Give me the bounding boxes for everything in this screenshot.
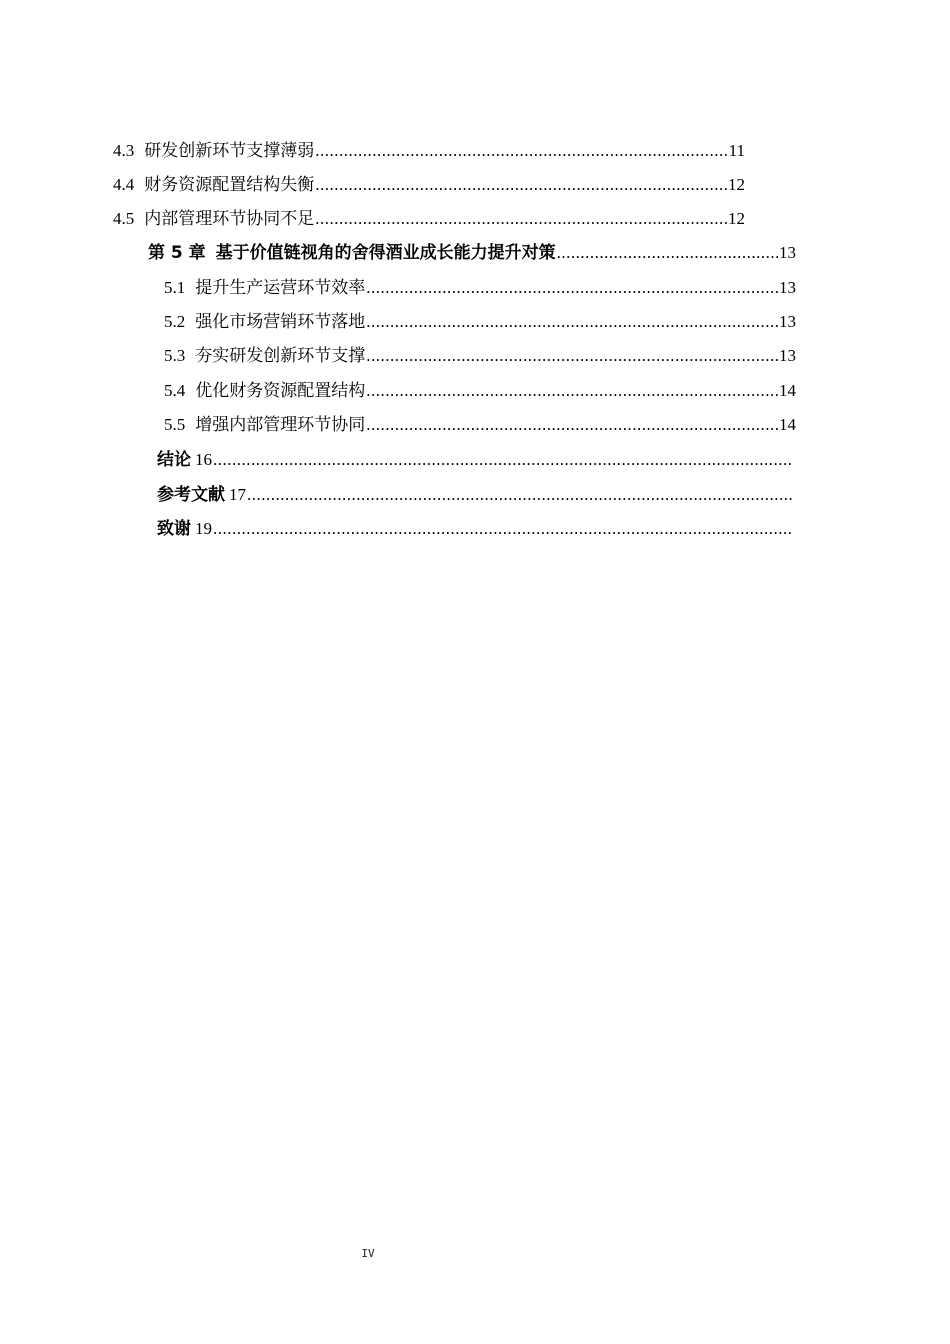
toc-entry-page: 13 [779,312,796,331]
toc-chapter-title: 基于价值链视角的舍得酒业成长能力提升对策 [215,243,556,263]
toc-entry-5-2[interactable] [164,310,796,334]
toc-entry-references[interactable] [157,483,793,507]
toc-leader-dots [366,310,778,334]
toc-leader-dots [366,379,778,403]
toc-entry-5-4[interactable] [164,379,796,403]
toc-entry-page: 14 [779,381,796,400]
toc-entry-page: 11 [728,141,745,160]
toc-leader-dots [366,344,778,368]
toc-entry-title: 参考文献 [157,485,225,505]
toc-entry-page: 13 [779,278,796,297]
toc-chapter-number: 第 5 章 [148,243,206,263]
toc-entry-5-5[interactable] [164,413,796,437]
toc-entry-conclusion[interactable] [157,448,793,472]
toc-entry-title: 研发创新环节支撑薄弱 [144,141,315,160]
toc-entry-title: 致谢 [157,519,191,539]
toc-entry-number: 4.4 [113,175,135,194]
toc-leader-dots [315,207,727,231]
toc-entry-title: 增强内部管理环节协同 [195,415,366,434]
toc-entry-title: 强化市场营销环节落地 [195,312,366,331]
toc-leader-dots [557,241,778,265]
toc-entry-4-4[interactable] [113,173,745,197]
toc-leader-dots [213,517,792,541]
toc-entry-number: 5.5 [164,415,186,434]
toc-entry-number: 5.3 [164,346,186,365]
toc-leader-dots [315,173,727,197]
toc-entry-4-3[interactable] [113,139,745,163]
toc-entry-number: 5.4 [164,381,186,400]
toc-entry-number: 5.2 [164,312,186,331]
toc-entry-title: 夯实研发创新环节支撑 [195,346,366,365]
toc-entry-title: 提升生产运营环节效率 [195,278,366,297]
toc-entry-page: 19 [195,519,212,538]
toc-entry-acknowledgements[interactable] [157,517,793,541]
toc-leader-dots [247,483,792,507]
toc-entry-page: 12 [728,175,745,194]
page-number-footer: IV [361,1247,375,1260]
toc-entry-5-1[interactable] [164,276,796,300]
toc-entry-number: 4.3 [113,141,135,160]
toc-leader-dots [366,413,778,437]
toc-entry-number: 5.1 [164,278,186,297]
toc-entry-title: 优化财务资源配置结构 [195,381,366,400]
toc-entry-4-5[interactable] [113,207,745,231]
toc-entry-title: 内部管理环节协同不足 [144,209,315,228]
toc-leader-dots [213,448,792,472]
toc-entry-title: 财务资源配置结构失衡 [144,175,315,194]
toc-entry-page: 17 [229,485,246,504]
toc-entry-page: 16 [195,450,212,469]
toc-entry-number: 4.5 [113,209,135,228]
toc-leader-dots [315,139,727,163]
toc-entry-page: 13 [779,243,796,262]
toc-chapter-5[interactable] [148,241,796,265]
toc-entry-page: 13 [779,346,796,365]
toc-entry-page: 14 [779,415,796,434]
toc-entry-title: 结论 [157,450,191,470]
toc-leader-dots [366,276,778,300]
toc-entry-5-3[interactable] [164,344,796,368]
toc-entry-page: 12 [728,209,745,228]
